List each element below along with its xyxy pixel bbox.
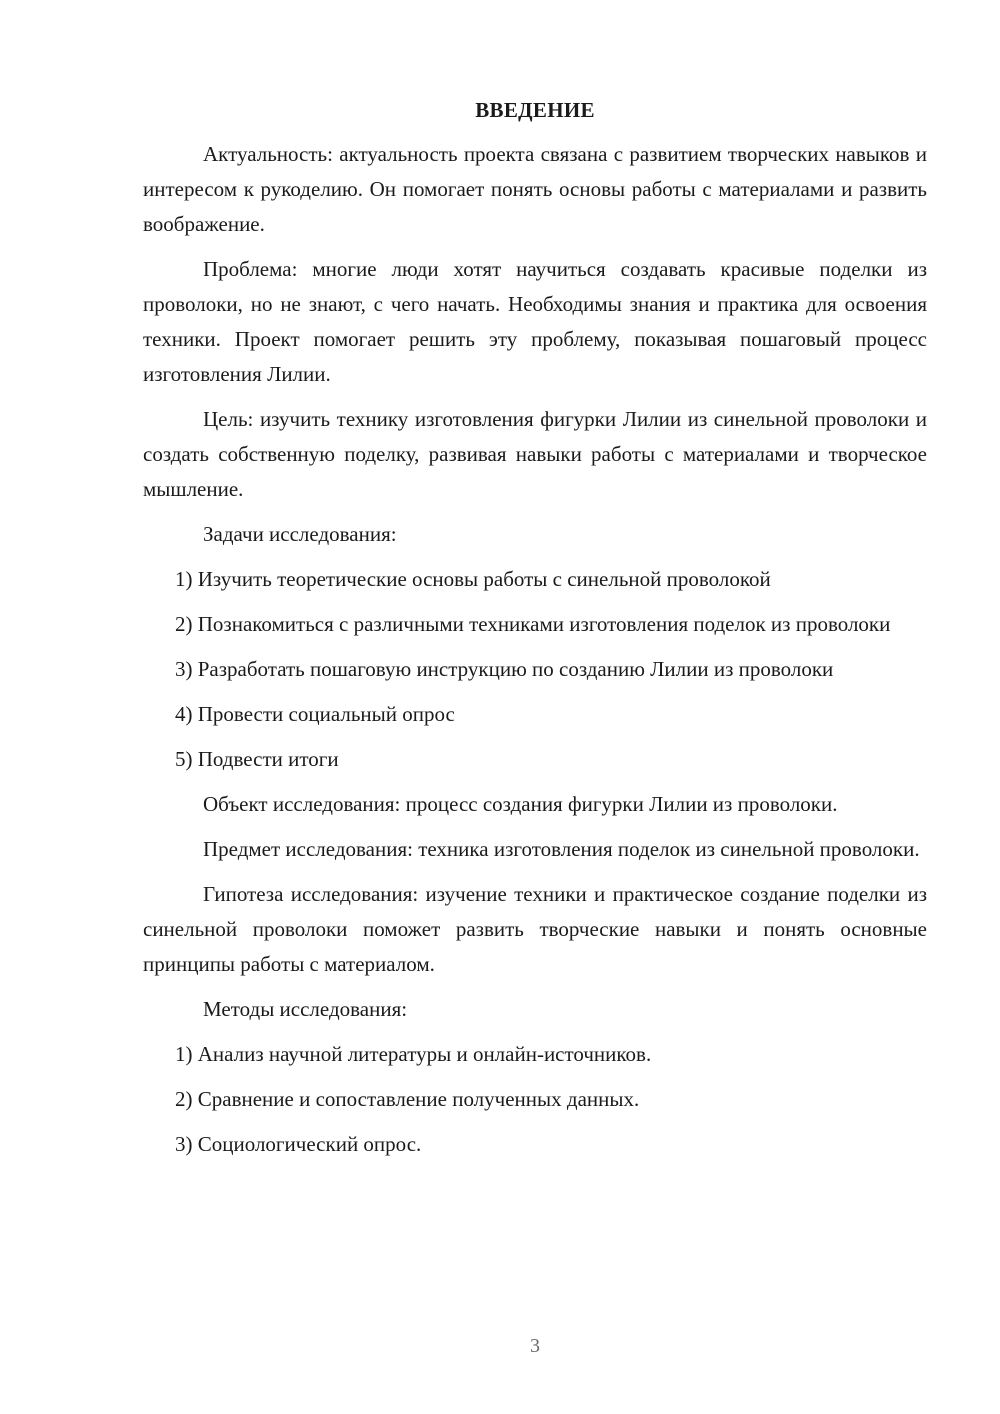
task-item-3: 3) Разработать пошаговую инструкцию по созданию Лилии из проволоки bbox=[175, 657, 834, 681]
tasks-heading: Задачи исследования: bbox=[203, 522, 397, 546]
task-item-2: 2) Познакомиться с различными техниками изготовления поделок из проволоки bbox=[175, 612, 891, 636]
object-paragraph: Объект исследования: процесс создания фигурки Лилии из проволоки. bbox=[203, 792, 838, 816]
task-item-5: 5) Подвести итоги bbox=[175, 747, 339, 771]
section-title: ВВЕДЕНИЕ bbox=[475, 98, 595, 122]
method-item-1: 1) Анализ научной литературы и онлайн-источников. bbox=[175, 1042, 652, 1066]
subject-paragraph: Предмет исследования: техника изготовления поделок из синельной проволоки. bbox=[203, 837, 920, 861]
method-item-2: 2) Сравнение и сопоставление полученных данных. bbox=[175, 1087, 640, 1111]
task-item-1: 1) Изучить теоретические основы работы с синельной проволокой bbox=[175, 567, 771, 591]
task-item-4: 4) Провести социальный опрос bbox=[175, 702, 455, 726]
problem-paragraph: Проблема: многие люди хотят научиться создавать красивые поделки из проволоки, но не знают, с чего начать. Необходимы знания и практика для освоения техники. Проект помогает решить эту проблему, показывая пошаговый процесс изготовления Лилии. bbox=[143, 257, 927, 386]
page-content bbox=[143, 95, 927, 1172]
method-item-3: 3) Социологический опрос. bbox=[175, 1132, 422, 1156]
relevance-paragraph: Актуальность: актуальность проекта связана с развитием творческих навыков и интересом к рукоделию. Он помогает понять основы работы с материалами и развить воображение. bbox=[143, 142, 927, 236]
methods-heading: Методы исследования: bbox=[203, 997, 408, 1021]
hypothesis-paragraph: Гипотеза исследования: изучение техники и практическое создание поделки из синельной проволоки поможет развить творческие навыки и понять основные принципы работы с материалом. bbox=[143, 882, 927, 976]
page-number: 3 bbox=[530, 1335, 540, 1357]
goal-paragraph: Цель: изучить технику изготовления фигурки Лилии из синельной проволоки и создать собственную поделку, развивая навыки работы с материалами и творческое мышление. bbox=[143, 407, 927, 501]
